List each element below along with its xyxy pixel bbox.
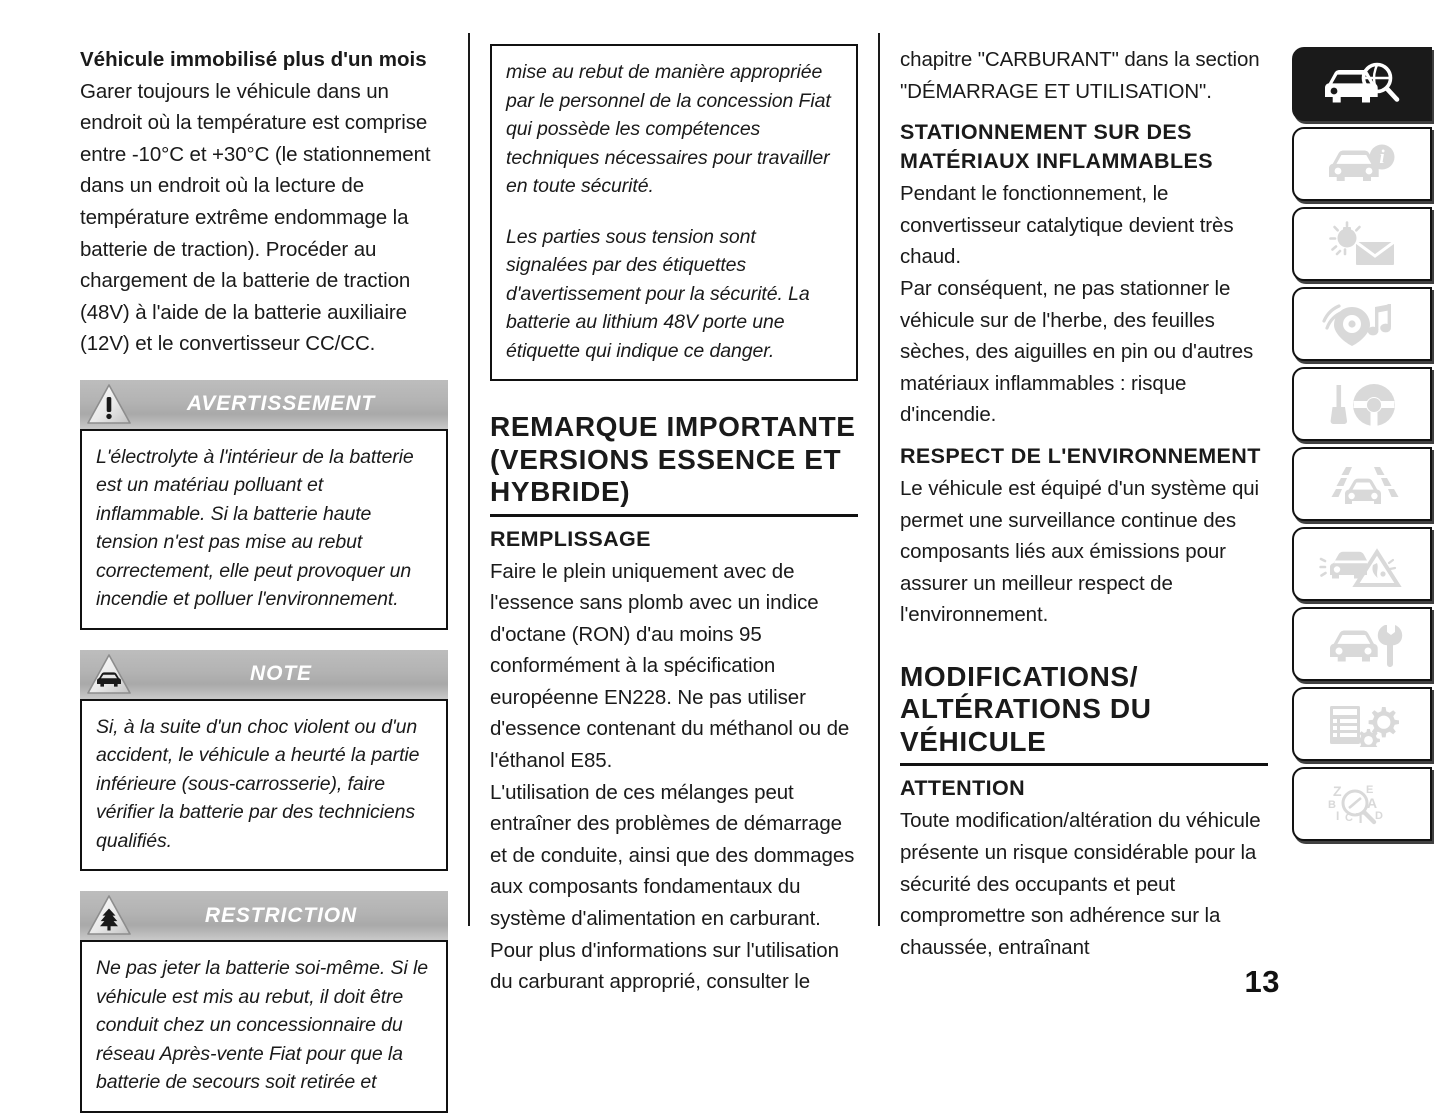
notice-body-continued xyxy=(490,44,858,381)
car-breakdown-icon xyxy=(1319,541,1405,587)
subsection-heading-attention: ATTENTION xyxy=(900,776,1026,801)
column-divider-right xyxy=(878,33,880,926)
left-column-heading: Véhicule immobilisé plus d'un mois xyxy=(80,48,427,71)
tab-driver-assist[interactable] xyxy=(1292,447,1432,521)
section-heading-respect-environnement: RESPECT DE L'ENVIRONNEMENT xyxy=(900,443,1261,468)
section-tab-strip xyxy=(1292,47,1432,847)
right-column-s1-paragraph-1: Le véhicule est équipé d'un système qui permet une surveillance continue des composants liés aux émissions pour assurer un meilleur respect de l'environnement. xyxy=(900,476,1259,627)
alphabet-magnifier-icon xyxy=(1319,781,1405,827)
notice-body-avertissement xyxy=(80,429,448,630)
svg-text:A: A xyxy=(1367,795,1378,811)
tab-vehicle-info[interactable] xyxy=(1292,127,1432,201)
section-heading-stationnement: STATIONNEMENT SUR DES MATÉRIAUX INFLAMMABLES xyxy=(900,120,1213,174)
list-gears-icon xyxy=(1319,701,1405,747)
notice-label: AVERTISSEMENT xyxy=(186,392,376,416)
section-heading-modifications: MODIFICATIONS/ ALTÉRATIONS DU VÉHICULE xyxy=(900,661,1268,767)
svg-text:B: B xyxy=(1328,799,1336,811)
tab-driving[interactable] xyxy=(1292,367,1432,441)
notice-label: RESTRICTION xyxy=(204,903,358,927)
tab-maintenance[interactable] xyxy=(1292,607,1432,681)
notice-text: Ne pas jeter la batterie soi-même. Si le véhicule est mis au rebut, il doit être conduit chez un concessionnaire du réseau Après-vente Fiat pour que la batterie de secours soit retirée et xyxy=(96,957,428,1094)
middle-column xyxy=(490,44,858,998)
notice-text: Si, à la suite d'un choc violent ou d'un accident, le véhicule a heurté la partie inférieure (sous-carrosserie), faire vérifier la batterie par des techniciens qualifiés. xyxy=(96,715,420,852)
tab-emergency[interactable] xyxy=(1292,527,1432,601)
notice-header-avertissement xyxy=(80,380,448,429)
tab-infotainment[interactable] xyxy=(1292,287,1432,361)
media-location-music-icon xyxy=(1319,301,1405,347)
right-column-continued-paragraph: chapitre "CARBURANT" dans la section "DÉMARRAGE ET UTILISATION". xyxy=(900,48,1260,103)
tab-dashboard-alerts[interactable] xyxy=(1292,207,1432,281)
middle-column-paragraph-1: Faire le plein uniquement avec de l'essence sans plomb avec un indice d'octane (RON) d'au moins 95 conformément à la spécification européenne EN228. Ne pas utiliser d'essence contenant du méthanol ou de l'éthanol E85. xyxy=(490,559,850,773)
notice-header-restriction xyxy=(80,891,448,940)
lane-assist-car-icon xyxy=(1319,461,1405,507)
notice-body-restriction xyxy=(80,940,448,1113)
notice-label: NOTE xyxy=(250,662,312,686)
notice-text: L'électrolyte à l'intérieur de la batterie est un matériau polluant et inflammable. Si la batterie haute tension n'est pas mise au rebut correctement, elle peut provoquer un incendie et polluer l'environnement. xyxy=(96,445,414,611)
right-column-final-paragraph: Toute modification/altération du véhicule présente un risque considérable pour la sécurité des occupants et peut compromettre son adhérence sur la chaussée, entraînant xyxy=(900,809,1261,959)
notice-header-note xyxy=(80,650,448,699)
car-info-icon xyxy=(1319,141,1405,187)
svg-text:T: T xyxy=(1356,810,1366,827)
tab-specifications[interactable] xyxy=(1292,687,1432,761)
svg-text:Z: Z xyxy=(1333,783,1342,799)
warning-lamp-mail-icon xyxy=(1319,221,1405,267)
svg-text:D: D xyxy=(1375,810,1383,822)
svg-text:E: E xyxy=(1366,784,1374,796)
left-column xyxy=(80,44,448,1113)
svg-text:I: I xyxy=(1336,809,1340,823)
notice-body-note xyxy=(80,699,448,872)
tab-vehicle-overview[interactable] xyxy=(1292,47,1432,121)
right-column-s0-paragraph-1: Pendant le fonctionnement, le convertisseur catalytique devient très chaud. xyxy=(900,182,1234,269)
page-number: 13 xyxy=(1244,964,1280,999)
svg-text:C: C xyxy=(1345,812,1353,824)
car-wrench-icon xyxy=(1319,621,1405,667)
left-column-paragraph: Garer toujours le véhicule dans un endroit où la température est comprise entre -10°C et +30°C (le stationnement dans un endroit où la lecture de température extrême endommage la batterie de traction). Procéder au chargement de la batterie de traction (48V) à l'aide de la batterie auxiliaire (12V) et le convertisseur CC/CC. xyxy=(80,79,431,356)
warning-triangle-car-icon xyxy=(86,652,132,697)
section-heading-remarque: REMARQUE IMPORTANTE (VERSIONS ESSENCE ET HYBRIDE) xyxy=(490,411,858,517)
middle-column-paragraph-3: Pour plus d'informations sur l'utilisation du carburant approprié, consulter le xyxy=(490,938,839,994)
svg-text:i: i xyxy=(1379,147,1385,168)
warning-triangle-exclamation-icon xyxy=(86,382,132,427)
car-magnifier-icon xyxy=(1319,61,1405,107)
right-column xyxy=(900,44,1268,963)
subsection-heading-remplissage: REMPLISSAGE xyxy=(490,526,651,551)
notice-text-continued-2: Les parties sous tension sont signalées par des étiquettes d'avertissement pour la sécurité. La batterie au lithium 48V porte une étiquette qui indique ce danger. xyxy=(506,225,810,362)
warning-triangle-tree-icon xyxy=(86,893,132,938)
gearshift-steering-icon xyxy=(1319,381,1405,427)
notice-text-continued-1: mise au rebut de manière appropriée par le personnel de la concession Fiat qui possède les compétences techniques nécessaires pour travailler en toute sécurité. xyxy=(506,61,831,197)
tab-index[interactable] xyxy=(1292,767,1432,841)
column-divider-left xyxy=(468,33,470,926)
middle-column-paragraph-2: L'utilisation de ces mélanges peut entraîner des problèmes de démarrage et de conduite, ainsi que des dommages aux composants fondamentaux du système d'alimentation en carburant. xyxy=(490,780,855,931)
right-column-s0-paragraph-2: Par conséquent, ne pas stationner le véhicule sur de l'herbe, des feuilles sèches, des aiguilles en pin ou d'autres matériaux inflammables : risque d'incendie. xyxy=(900,276,1254,427)
